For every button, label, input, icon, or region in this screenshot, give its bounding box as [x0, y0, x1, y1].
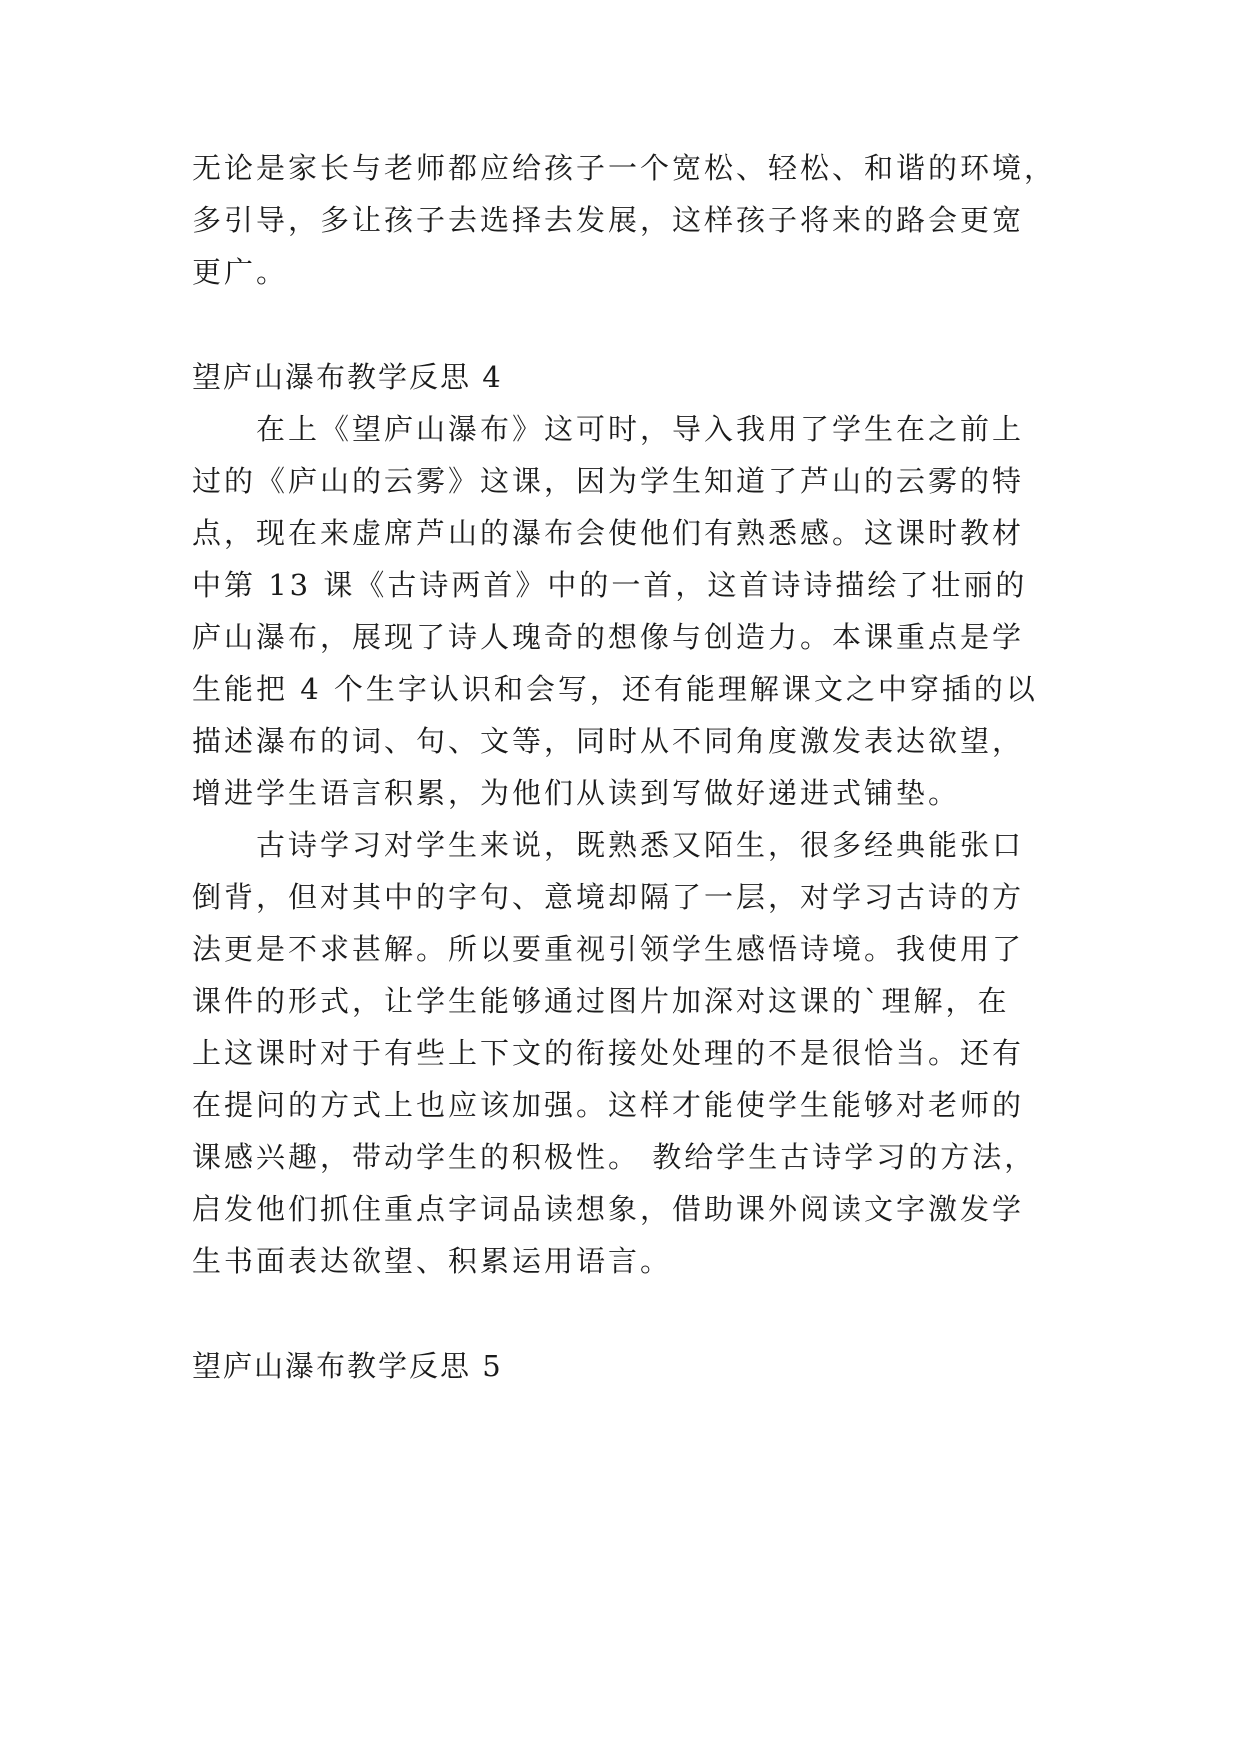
section-4-p2-line-6: 在提问的方式上也应该加强。这样才能使学生能够对老师的	[192, 1088, 1025, 1122]
section-4-p2-line-2: 倒背，但对其中的字句、意境却隔了一层，对学习古诗的方	[192, 880, 1025, 914]
intro-line-1: 无论是家长与老师都应给孩子一个宽松、轻松、和谐的环境，	[192, 151, 1057, 185]
section-4-heading: 望庐山瀑布教学反思 4	[192, 360, 503, 394]
section-4-p1-line-1: 在上《望庐山瀑布》这可时，导入我用了学生在之前上	[192, 412, 1025, 446]
section-4-p2-line-5: 上这课时对于有些上下文的衔接处处理的不是很恰当。还有	[192, 1036, 1025, 1070]
section-4-p2-line-3: 法更是不求甚解。所以要重视引领学生感悟诗境。我使用了	[192, 932, 1025, 966]
section-4-p1-line-6: 生能把 4 个生字认识和会写，还有能理解课文之中穿插的以	[192, 672, 1038, 706]
intro-line-2: 多引导，多让孩子去选择去发展，这样孩子将来的路会更宽	[192, 203, 1025, 237]
section-4-p2-line-8: 启发他们抓住重点字词品读想象，借助课外阅读文字激发学	[192, 1192, 1025, 1226]
section-4-p2-line-7: 课感兴趣，带动学生的积极性。 教给学生古诗学习的方法，	[192, 1140, 1037, 1174]
section-4-p1-line-4: 中第 13 课《古诗两首》中的一首，这首诗诗描绘了壮丽的	[192, 568, 1028, 602]
section-4-p1-line-8: 增进学生语言积累，为他们从读到写做好递进式铺垫。	[192, 776, 961, 810]
section-4-p1-line-5: 庐山瀑布，展现了诗人瑰奇的想像与创造力。本课重点是学	[192, 620, 1025, 654]
section-4-p2-line-4: 课件的形式，让学生能够通过图片加深对这课的`理解，在	[192, 984, 1010, 1018]
section-4-p1-line-2: 过的《庐山的云雾》这课，因为学生知道了芦山的云雾的特	[192, 464, 1025, 498]
section-4-p1-line-3: 点，现在来虚席芦山的瀑布会使他们有熟悉感。这课时教材	[192, 516, 1025, 550]
section-4-p1-line-7: 描述瀑布的词、句、文等，同时从不同角度激发表达欲望，	[192, 724, 1025, 758]
intro-line-3: 更广。	[192, 255, 289, 289]
section-4-p2-line-1: 古诗学习对学生来说，既熟悉又陌生，很多经典能张口	[192, 828, 1025, 862]
section-5-heading: 望庐山瀑布教学反思 5	[192, 1349, 503, 1383]
section-4-p2-line-9: 生书面表达欲望、积累运用语言。	[192, 1244, 673, 1278]
